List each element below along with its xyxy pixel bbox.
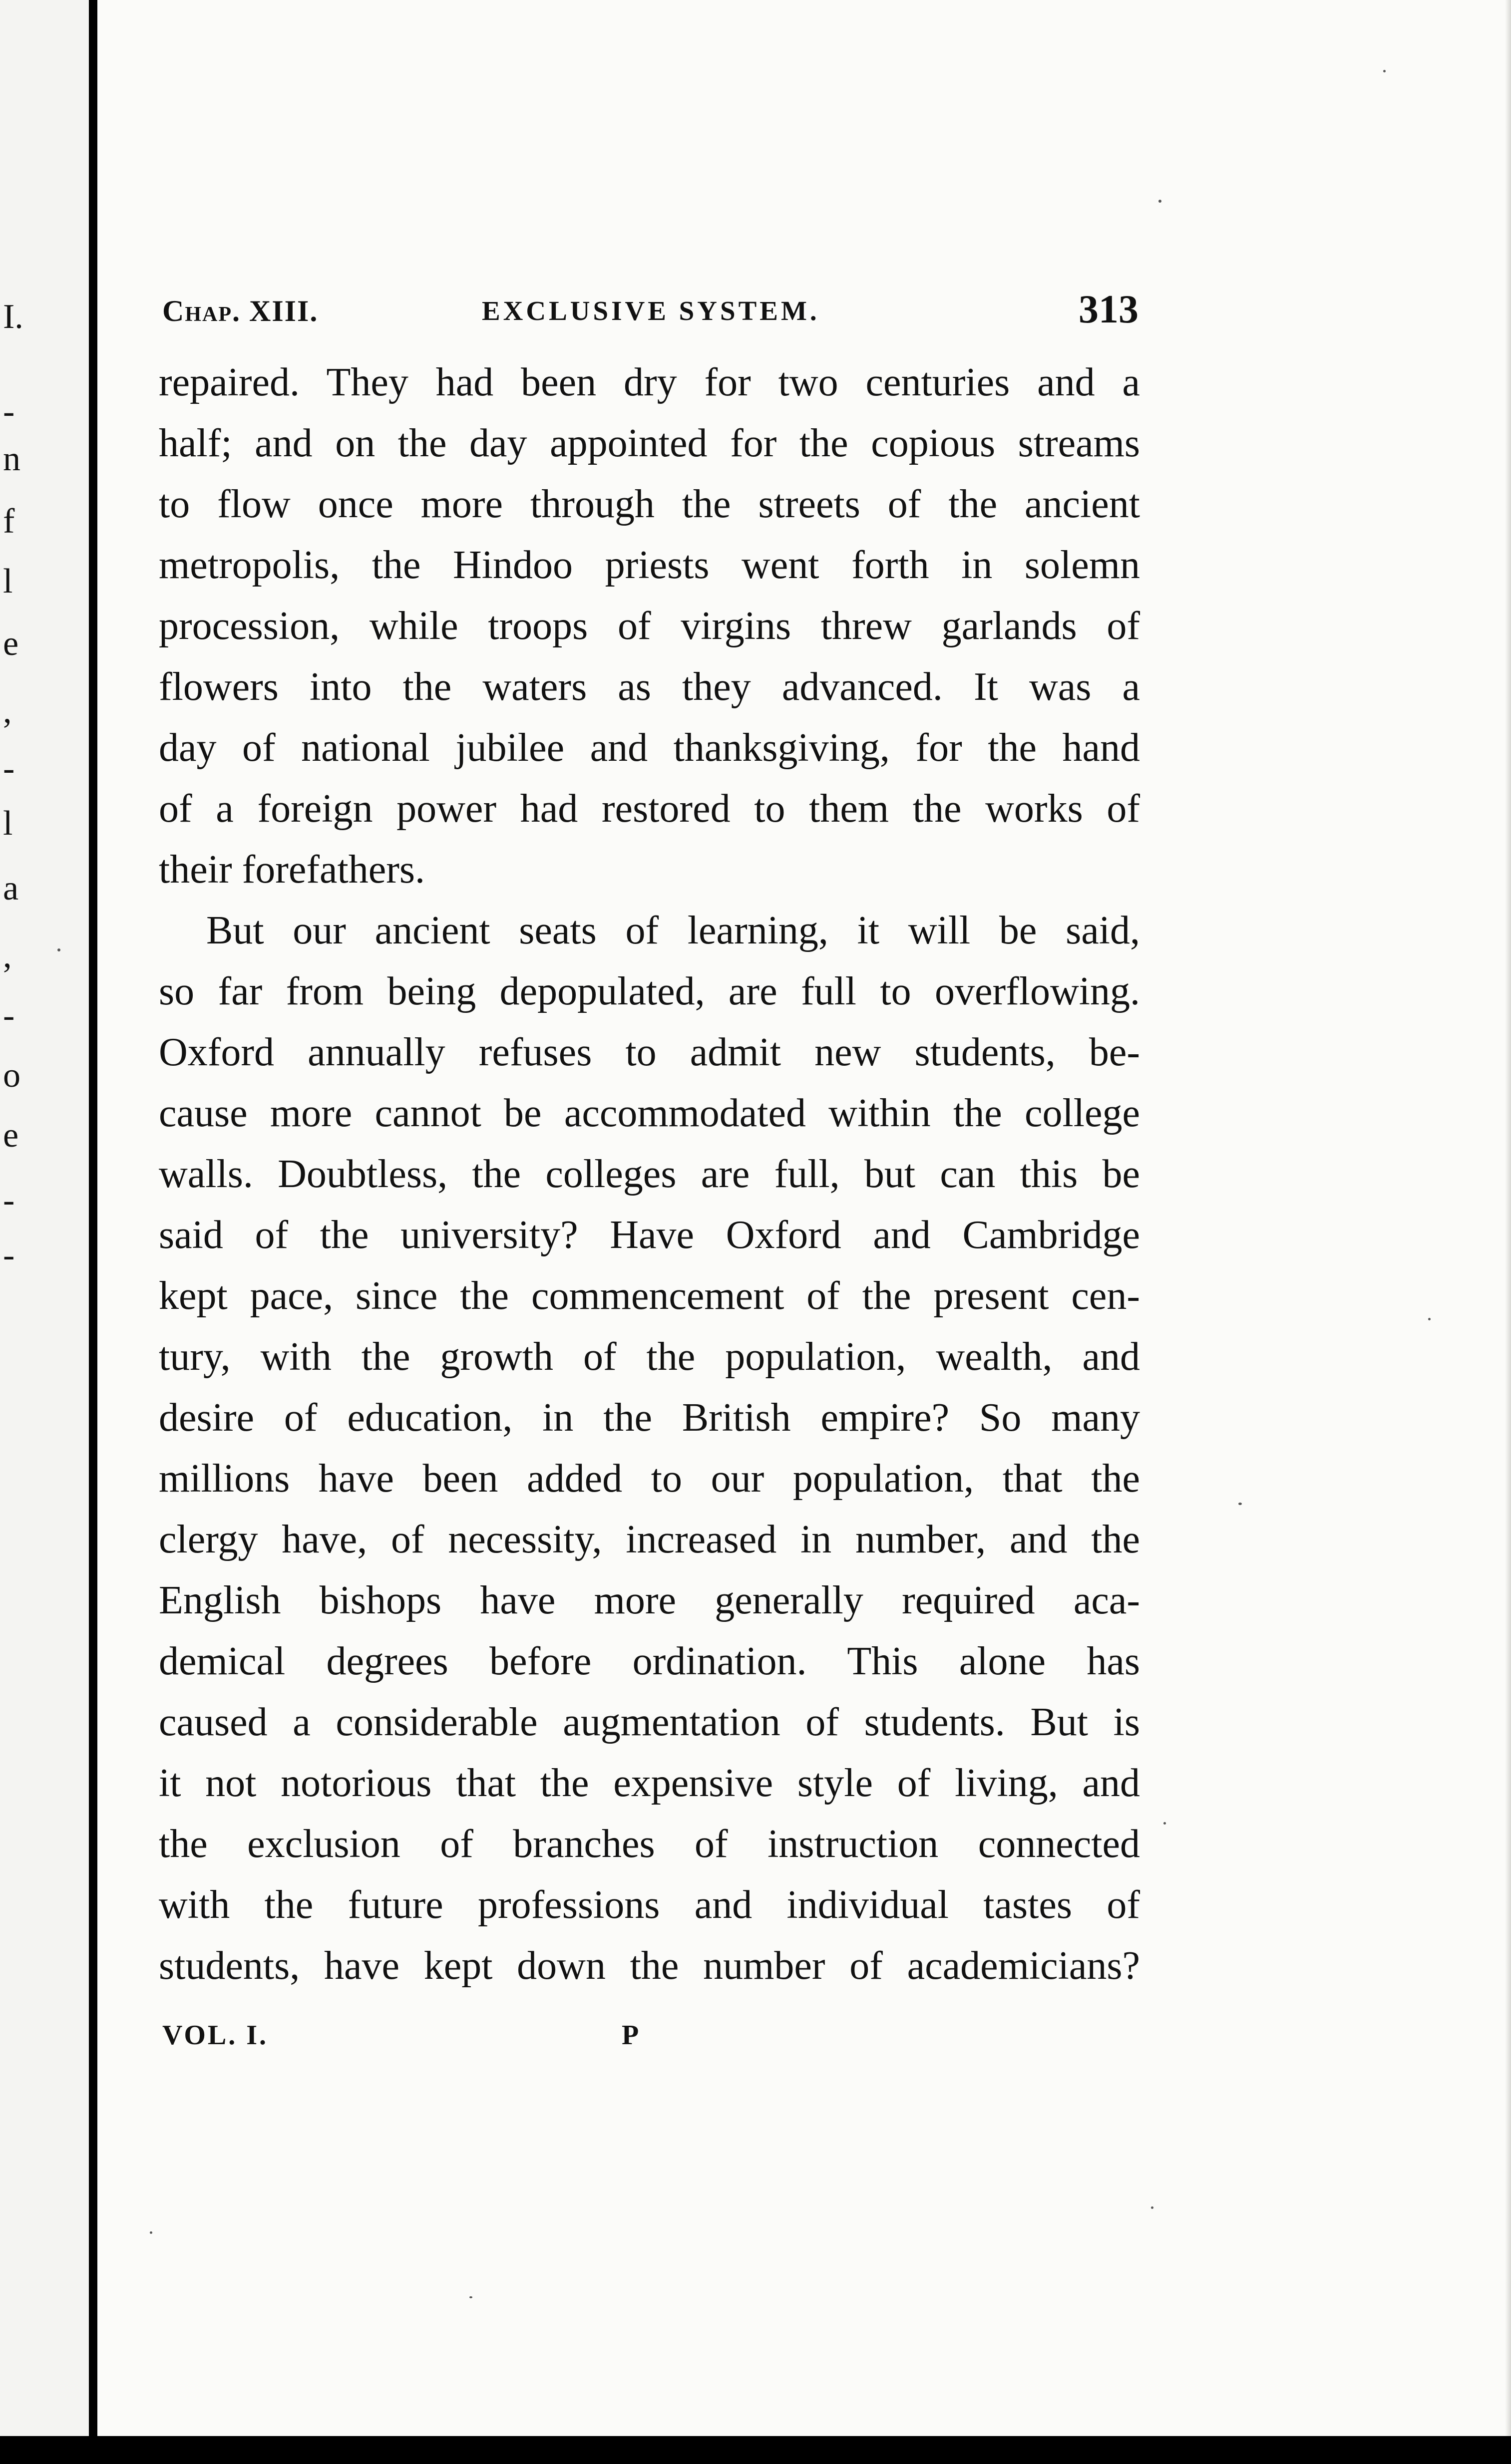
signature-line — [162, 2019, 712, 2064]
text-line: Oxford annually refuses to admit new students, be- — [159, 1030, 1140, 1074]
text-line: said of the university? Have Oxford and Cambridge — [159, 1213, 1140, 1257]
scan-speck — [57, 948, 60, 951]
facing-page-char: , — [3, 936, 12, 975]
facing-page-char: - — [3, 392, 15, 431]
scan-border-bottom — [0, 2436, 1511, 2464]
page-edge — [1505, 0, 1511, 2436]
text-line: their forefathers. — [159, 848, 425, 892]
text-line: clergy have, of necessity, increased in number, and the — [159, 1518, 1140, 1561]
facing-page-char: e — [3, 1116, 19, 1155]
text-line: cause more cannot be accommodated within the college — [159, 1091, 1140, 1135]
scan-speck — [469, 2296, 472, 2298]
text-line: millions have been added to our population, that the — [159, 1457, 1140, 1501]
scan-speck — [1158, 200, 1161, 203]
text-line: it not notorious that the expensive style of living, and — [159, 1761, 1140, 1805]
running-title: EXCLUSIVE SYSTEM. — [482, 296, 820, 326]
volume-label: VOL. I. — [162, 2020, 269, 2051]
running-head — [162, 287, 1138, 337]
paragraph-start-line: But our ancient seats of learning, it will be said, — [206, 909, 1140, 952]
text-line: kept pace, since the commencement of the present cen- — [159, 1274, 1140, 1318]
text-line: of a foreign power had restored to them the works of — [159, 787, 1140, 831]
scan-speck — [1428, 1318, 1431, 1320]
text-line: so far from being depopulated, are full to overflowing. — [159, 969, 1140, 1013]
signature-mark: P — [622, 2020, 639, 2051]
text-line: tury, with the growth of the population, wealth, and — [159, 1335, 1140, 1379]
scan-speck — [1151, 2206, 1153, 2209]
facing-page-char: f — [3, 502, 15, 541]
chapter-label: Chap. XIII. — [162, 295, 319, 327]
scan-speck — [1383, 70, 1386, 72]
facing-page-char: e — [3, 624, 19, 663]
text-line: repaired. They had been dry for two centuries and a — [159, 360, 1140, 404]
text-line: demical degrees before ordination. This alone has — [159, 1639, 1140, 1683]
facing-page-char: l — [3, 804, 13, 843]
facing-page-char: I. — [3, 298, 23, 336]
text-line: flowers into the waters as they advanced. It was a — [159, 665, 1140, 709]
text-line: caused a considerable augmentation of students. But is — [159, 1700, 1140, 1744]
facing-page-char: o — [3, 1056, 20, 1095]
text-line: day of national jubilee and thanksgiving, for the hand — [159, 726, 1140, 770]
text-line: with the future professions and individual tastes of — [159, 1883, 1140, 1927]
text-line: metropolis, the Hindoo priests went forth in solemn — [159, 543, 1140, 587]
scan-speck — [1238, 1503, 1242, 1505]
text-line: half; and on the day appointed for the copious streams — [159, 421, 1140, 465]
text-line: procession, while troops of virgins threw garlands of — [159, 604, 1140, 648]
text-line: students, have kept down the number of academicians? — [159, 1944, 1140, 1988]
text-line: walls. Doubtless, the colleges are full, but can this be — [159, 1152, 1140, 1196]
text-line: the exclusion of branches of instruction connected — [159, 1822, 1140, 1866]
text-line: desire of education, in the British empire? So many — [159, 1396, 1140, 1440]
facing-page-char: n — [3, 440, 20, 478]
facing-page-char: - — [3, 1181, 15, 1220]
facing-page-char: , — [3, 692, 12, 730]
facing-page-char: l — [3, 562, 13, 601]
page-number: 313 — [1079, 288, 1138, 331]
body-text — [159, 352, 1140, 1996]
facing-page-char: - — [3, 996, 15, 1035]
text-line: to flow once more through the streets of the ancient — [159, 482, 1140, 526]
scan-speck — [1163, 1822, 1166, 1825]
facing-page-char: - — [3, 749, 15, 788]
text-line: English bishops have more generally required aca- — [159, 1578, 1140, 1622]
facing-page-char: a — [3, 869, 19, 908]
facing-page-char: - — [3, 1236, 15, 1274]
scan-speck — [150, 2231, 152, 2234]
facing-page-edge — [0, 0, 89, 2464]
